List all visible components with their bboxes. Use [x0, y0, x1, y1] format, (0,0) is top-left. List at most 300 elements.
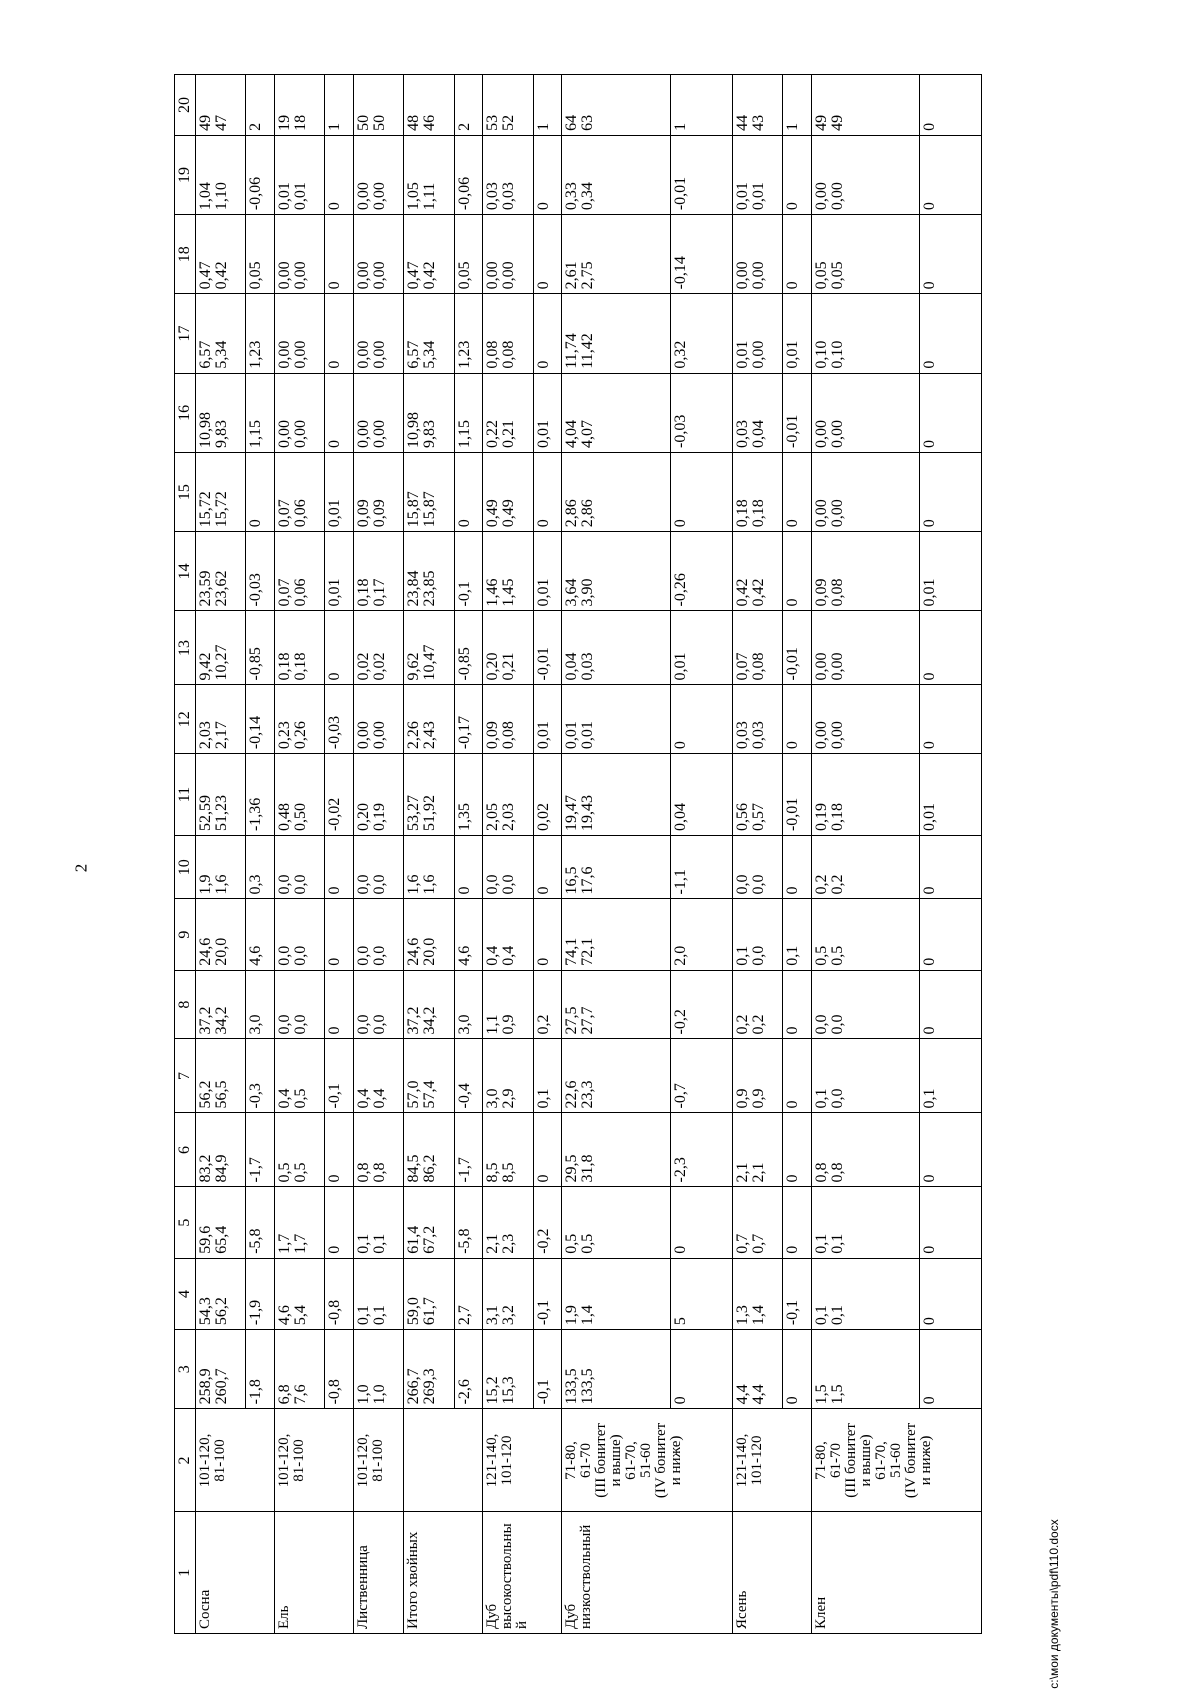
column-header: 15: [175, 452, 196, 531]
difference-cell: 3,0: [246, 970, 275, 1039]
value-cell: 0,07 0,08: [732, 611, 782, 685]
value-cell: 0,20 0,19: [353, 754, 403, 836]
difference-cell: 0,01: [920, 754, 982, 836]
value-cell: 0,8 0,8: [811, 1113, 920, 1187]
value-cell: 0,48 0,50: [274, 754, 324, 836]
age-range: 101-120, 81-100: [353, 1409, 403, 1512]
difference-cell: 1,23: [454, 294, 483, 373]
difference-cell: -2,6: [454, 1330, 483, 1409]
column-header: 7: [175, 1039, 196, 1113]
difference-cell: 0,01: [670, 611, 732, 685]
difference-cell: -0,14: [246, 685, 275, 754]
difference-cell: 0: [920, 294, 982, 373]
value-cell: 29,5 31,8: [562, 1113, 671, 1187]
value-cell: 0,05 0,05: [811, 215, 920, 294]
difference-cell: 4,6: [454, 899, 483, 970]
value-cell: 0,23 0,26: [274, 685, 324, 754]
difference-cell: 0: [325, 836, 354, 899]
value-cell: 54,3 56,2: [196, 1258, 246, 1329]
difference-cell: -0,03: [670, 373, 732, 452]
difference-cell: -0,8: [325, 1258, 354, 1329]
difference-cell: 0: [920, 899, 982, 970]
value-cell: 0,9 0,9: [732, 1039, 782, 1113]
difference-cell: 0,01: [533, 373, 562, 452]
difference-cell: 0: [533, 135, 562, 214]
value-cell: 2,26 2,43: [404, 685, 454, 754]
value-cell: 49 49: [811, 75, 920, 136]
age-range: 71-80, 61-70 (III бонитет и выше) 61-70, 51-60 (IV бонитет и ниже): [562, 1409, 732, 1512]
difference-cell: 0,1: [782, 899, 811, 970]
species-name: Клен: [811, 1512, 981, 1634]
table-row: [353, 75, 403, 1634]
value-cell: 2,1 2,3: [483, 1187, 533, 1258]
value-cell: 0,03 0,03: [483, 135, 533, 214]
difference-cell: 0: [920, 611, 982, 685]
value-cell: 0,20 0,21: [483, 611, 533, 685]
difference-cell: -1,9: [246, 1258, 275, 1329]
column-header: 4: [175, 1258, 196, 1329]
difference-cell: 2,7: [454, 1258, 483, 1329]
value-cell: 0,18 0,17: [353, 532, 403, 611]
value-cell: 0,00 0,00: [483, 215, 533, 294]
value-cell: 1,9 1,6: [196, 836, 246, 899]
difference-cell: 0: [782, 1113, 811, 1187]
species-name: Ель: [274, 1512, 353, 1634]
difference-cell: 1,15: [454, 373, 483, 452]
value-cell: 0,4 0,4: [353, 1039, 403, 1113]
difference-cell: 0: [670, 452, 732, 531]
value-cell: 0,1 0,1: [811, 1187, 920, 1258]
difference-cell: 5: [670, 1258, 732, 1329]
value-cell: 0,0 0,0: [732, 836, 782, 899]
value-cell: 0,4 0,4: [483, 899, 533, 970]
species-name: Дуб высокоствольны й: [483, 1512, 562, 1634]
difference-cell: 0: [670, 685, 732, 754]
value-cell: 0,1 0,1: [353, 1258, 403, 1329]
difference-row: [533, 75, 562, 1634]
difference-cell: 0,1: [533, 1039, 562, 1113]
difference-cell: -0,03: [325, 685, 354, 754]
species-name: Лиственница: [353, 1512, 403, 1634]
difference-cell: 0: [325, 1187, 354, 1258]
value-cell: 0,2 0,2: [732, 970, 782, 1039]
table-container: [174, 74, 982, 1634]
difference-cell: 0: [782, 532, 811, 611]
value-cell: 4,4 4,4: [732, 1330, 782, 1409]
value-cell: 59,6 65,4: [196, 1187, 246, 1258]
difference-cell: -0,01: [782, 754, 811, 836]
value-cell: 2,03 2,17: [196, 685, 246, 754]
column-header: 18: [175, 215, 196, 294]
difference-cell: 0,01: [325, 452, 354, 531]
value-cell: 0,33 0,34: [562, 135, 671, 214]
value-cell: 61,4 67,2: [404, 1187, 454, 1258]
value-cell: 0,00 0,00: [353, 294, 403, 373]
value-cell: 0,07 0,06: [274, 452, 324, 531]
difference-cell: -1,7: [246, 1113, 275, 1187]
difference-row: [670, 75, 732, 1634]
difference-cell: 0: [325, 373, 354, 452]
difference-cell: -0,1: [325, 1039, 354, 1113]
difference-cell: 0: [325, 899, 354, 970]
difference-cell: 1: [782, 75, 811, 136]
value-cell: 49 47: [196, 75, 246, 136]
value-cell: 0,0 0,0: [274, 899, 324, 970]
value-cell: 0,00 0,00: [353, 215, 403, 294]
difference-cell: 0: [782, 1187, 811, 1258]
difference-cell: -0,4: [454, 1039, 483, 1113]
value-cell: 84,5 86,2: [404, 1113, 454, 1187]
value-cell: 1,3 1,4: [732, 1258, 782, 1329]
value-cell: 0,10 0,10: [811, 294, 920, 373]
value-cell: 22,6 23,3: [562, 1039, 671, 1113]
value-cell: 0,00 0,00: [811, 135, 920, 214]
value-cell: 3,64 3,90: [562, 532, 671, 611]
difference-cell: -2,3: [670, 1113, 732, 1187]
table-row: [811, 75, 920, 1634]
value-cell: 0,00 0,00: [274, 373, 324, 452]
value-cell: 0,09 0,08: [811, 532, 920, 611]
value-cell: 1,1 0,9: [483, 970, 533, 1039]
difference-cell: -0,85: [246, 611, 275, 685]
difference-cell: 0: [782, 970, 811, 1039]
difference-cell: 0: [920, 1330, 982, 1409]
value-cell: 53 52: [483, 75, 533, 136]
age-range: [404, 1409, 483, 1512]
value-cell: 0,5 0,5: [811, 899, 920, 970]
value-cell: 0,09 0,08: [483, 685, 533, 754]
difference-cell: 2,0: [670, 899, 732, 970]
difference-cell: -0,14: [670, 215, 732, 294]
difference-cell: 0,01: [533, 685, 562, 754]
difference-cell: 0,32: [670, 294, 732, 373]
value-cell: 6,57 5,34: [196, 294, 246, 373]
table-row: [404, 75, 454, 1634]
value-cell: 0,02 0,02: [353, 611, 403, 685]
value-cell: 0,00 0,00: [811, 611, 920, 685]
value-cell: 0,04 0,03: [562, 611, 671, 685]
value-cell: 1,5 1,5: [811, 1330, 920, 1409]
table-row: [562, 75, 671, 1634]
difference-cell: -0,01: [782, 611, 811, 685]
column-header: 10: [175, 836, 196, 899]
difference-row: [325, 75, 354, 1634]
difference-cell: 0: [533, 899, 562, 970]
footer-file-path: c:\мои документы\pdf\110.docx: [1047, 1519, 1061, 1689]
value-cell: 0,5 0,5: [274, 1113, 324, 1187]
value-cell: 0,18 0,18: [732, 452, 782, 531]
difference-cell: -0,02: [325, 754, 354, 836]
difference-cell: -0,26: [670, 532, 732, 611]
column-header: 12: [175, 685, 196, 754]
difference-cell: 1,35: [454, 754, 483, 836]
column-header: 8: [175, 970, 196, 1039]
difference-cell: -0,01: [670, 135, 732, 214]
difference-cell: 0,04: [670, 754, 732, 836]
difference-cell: 0: [325, 215, 354, 294]
value-cell: 133,5 133,5: [562, 1330, 671, 1409]
difference-cell: 0: [454, 452, 483, 531]
value-cell: 37,2 34,2: [196, 970, 246, 1039]
value-cell: 0,00 0,00: [353, 685, 403, 754]
value-cell: 0,00 0,00: [811, 452, 920, 531]
value-cell: 0,0 0,0: [353, 836, 403, 899]
value-cell: 0,47 0,42: [404, 215, 454, 294]
difference-cell: 0: [670, 1330, 732, 1409]
column-header: 20: [175, 75, 196, 136]
column-header: 1: [175, 1512, 196, 1634]
value-cell: 1,46 1,45: [483, 532, 533, 611]
value-cell: 15,87 15,87: [404, 452, 454, 531]
difference-cell: -1,36: [246, 754, 275, 836]
column-header: 11: [175, 754, 196, 836]
species-name: Дуб низкоствольный: [562, 1512, 732, 1634]
difference-cell: -0,2: [670, 970, 732, 1039]
value-cell: 24,6 20,0: [196, 899, 246, 970]
difference-cell: -0,2: [533, 1187, 562, 1258]
value-cell: 56,2 56,5: [196, 1039, 246, 1113]
difference-cell: 0: [325, 611, 354, 685]
difference-cell: 0: [920, 215, 982, 294]
value-cell: 4,04 4,07: [562, 373, 671, 452]
value-cell: 1,0 1,0: [353, 1330, 403, 1409]
difference-cell: 2: [454, 75, 483, 136]
difference-cell: 0: [782, 836, 811, 899]
difference-cell: 0: [920, 970, 982, 1039]
column-header: 19: [175, 135, 196, 214]
difference-row: [246, 75, 275, 1634]
value-cell: 0,0 0,0: [811, 970, 920, 1039]
difference-cell: 0: [246, 452, 275, 531]
value-cell: 64 63: [562, 75, 671, 136]
difference-cell: 0: [533, 452, 562, 531]
value-cell: 1,05 1,11: [404, 135, 454, 214]
difference-cell: 0: [920, 685, 982, 754]
difference-cell: 4,6: [246, 899, 275, 970]
difference-row: [454, 75, 483, 1634]
difference-cell: 0: [920, 135, 982, 214]
value-cell: 23,84 23,85: [404, 532, 454, 611]
value-cell: 19 18: [274, 75, 324, 136]
age-range: 121-140, 101-120: [732, 1409, 811, 1512]
difference-cell: 1: [670, 75, 732, 136]
value-cell: 10,98 9,83: [196, 373, 246, 452]
difference-cell: 0: [920, 373, 982, 452]
table-row: [274, 75, 324, 1634]
page-number: 2: [71, 863, 91, 873]
value-cell: 1,04 1,10: [196, 135, 246, 214]
difference-cell: 0: [533, 836, 562, 899]
difference-cell: -0,3: [246, 1039, 275, 1113]
value-cell: 0,01 0,01: [562, 685, 671, 754]
difference-cell: -1,7: [454, 1113, 483, 1187]
age-range: 121-140, 101-120: [483, 1409, 562, 1512]
value-cell: 2,1 2,1: [732, 1113, 782, 1187]
difference-cell: 2: [246, 75, 275, 136]
age-range: 101-120, 81-100: [196, 1409, 275, 1512]
difference-cell: 0: [782, 685, 811, 754]
column-header: 16: [175, 373, 196, 452]
difference-cell: 1,23: [246, 294, 275, 373]
value-cell: 10,98 9,83: [404, 373, 454, 452]
value-cell: 27,5 27,7: [562, 970, 671, 1039]
difference-cell: 0,01: [782, 294, 811, 373]
species-name: Сосна: [196, 1512, 275, 1634]
value-cell: 0,22 0,21: [483, 373, 533, 452]
value-cell: 0,2 0,2: [811, 836, 920, 899]
value-cell: 0,0 0,0: [274, 970, 324, 1039]
value-cell: 0,01 0,00: [732, 294, 782, 373]
difference-cell: 0: [454, 836, 483, 899]
difference-cell: 0: [670, 1187, 732, 1258]
difference-cell: 0: [920, 836, 982, 899]
value-cell: 9,62 10,47: [404, 611, 454, 685]
difference-cell: 0: [920, 1258, 982, 1329]
value-cell: 48 46: [404, 75, 454, 136]
value-cell: 1,6 1,6: [404, 836, 454, 899]
value-cell: 0,8 0,8: [353, 1113, 403, 1187]
difference-row: [782, 75, 811, 1634]
value-cell: 0,18 0,18: [274, 611, 324, 685]
value-cell: 2,86 2,86: [562, 452, 671, 531]
difference-cell: 0: [325, 135, 354, 214]
difference-row: [920, 75, 982, 1634]
value-cell: 74,1 72,1: [562, 899, 671, 970]
difference-cell: 0: [920, 1113, 982, 1187]
value-cell: 0,42 0,42: [732, 532, 782, 611]
value-cell: 24,6 20,0: [404, 899, 454, 970]
difference-cell: 0: [533, 1113, 562, 1187]
value-cell: 0,00 0,00: [353, 135, 403, 214]
value-cell: 59,0 61,7: [404, 1258, 454, 1329]
difference-cell: 0: [782, 215, 811, 294]
value-cell: 0,07 0,06: [274, 532, 324, 611]
value-cell: 266,7 269,3: [404, 1330, 454, 1409]
column-header: 3: [175, 1330, 196, 1409]
column-header: 6: [175, 1113, 196, 1187]
value-cell: 0,00 0,00: [274, 294, 324, 373]
value-cell: 0,00 0,00: [732, 215, 782, 294]
column-header: 9: [175, 899, 196, 970]
value-cell: 0,19 0,18: [811, 754, 920, 836]
value-cell: 0,01 0,01: [274, 135, 324, 214]
difference-cell: -0,8: [325, 1330, 354, 1409]
value-cell: 57,0 57,4: [404, 1039, 454, 1113]
difference-cell: 0: [533, 215, 562, 294]
value-cell: 15,2 15,3: [483, 1330, 533, 1409]
value-cell: 0,03 0,04: [732, 373, 782, 452]
value-cell: 0,01 0,01: [732, 135, 782, 214]
value-cell: 0,0 0,0: [353, 970, 403, 1039]
difference-cell: 0: [325, 1113, 354, 1187]
value-cell: 53,27 51,92: [404, 754, 454, 836]
difference-cell: -0,7: [670, 1039, 732, 1113]
column-header: 5: [175, 1187, 196, 1258]
difference-cell: 0,01: [920, 532, 982, 611]
difference-cell: 0: [782, 135, 811, 214]
value-cell: 0,56 0,57: [732, 754, 782, 836]
difference-cell: 0,01: [325, 532, 354, 611]
value-cell: 4,6 5,4: [274, 1258, 324, 1329]
difference-cell: 0: [782, 1039, 811, 1113]
difference-cell: 0,05: [246, 215, 275, 294]
value-cell: 0,0 0,0: [483, 836, 533, 899]
value-cell: 83,2 84,9: [196, 1113, 246, 1187]
value-cell: 258,9 260,7: [196, 1330, 246, 1409]
forest-data-table: [174, 74, 982, 1634]
column-header: 14: [175, 532, 196, 611]
difference-cell: -1,8: [246, 1330, 275, 1409]
value-cell: 0,00 0,00: [811, 373, 920, 452]
value-cell: 0,4 0,5: [274, 1039, 324, 1113]
difference-cell: -0,01: [782, 373, 811, 452]
difference-cell: -0,1: [533, 1258, 562, 1329]
value-cell: 3,1 3,2: [483, 1258, 533, 1329]
difference-cell: -0,1: [782, 1258, 811, 1329]
value-cell: 2,61 2,75: [562, 215, 671, 294]
value-cell: 1,7 1,7: [274, 1187, 324, 1258]
value-cell: 6,8 7,6: [274, 1330, 324, 1409]
value-cell: 0,00 0,00: [274, 215, 324, 294]
column-header: 2: [175, 1409, 196, 1512]
value-cell: 15,72 15,72: [196, 452, 246, 531]
value-cell: 11,74 11,42: [562, 294, 671, 373]
difference-cell: 1,15: [246, 373, 275, 452]
difference-cell: -0,1: [454, 532, 483, 611]
difference-cell: 0,02: [533, 754, 562, 836]
value-cell: 0,7 0,7: [732, 1187, 782, 1258]
species-name: Ясень: [732, 1512, 811, 1634]
value-cell: 0,1 0,0: [732, 899, 782, 970]
value-cell: 0,47 0,42: [196, 215, 246, 294]
value-cell: 0,00 0,00: [811, 685, 920, 754]
difference-cell: -0,17: [454, 685, 483, 754]
value-cell: 1,9 1,4: [562, 1258, 671, 1329]
value-cell: 19,47 19,43: [562, 754, 671, 836]
difference-cell: 0: [920, 75, 982, 136]
value-cell: 0,09 0,09: [353, 452, 403, 531]
column-header: 13: [175, 611, 196, 685]
difference-cell: 0: [920, 452, 982, 531]
age-range: 101-120, 81-100: [274, 1409, 353, 1512]
difference-cell: -5,8: [454, 1187, 483, 1258]
difference-cell: -0,06: [454, 135, 483, 214]
age-range: 71-80, 61-70 (III бонитет и выше) 61-70, 51-60 (IV бонитет и ниже): [811, 1409, 981, 1512]
value-cell: 0,49 0,49: [483, 452, 533, 531]
difference-cell: -0,03: [246, 532, 275, 611]
difference-cell: -1,1: [670, 836, 732, 899]
difference-cell: 3,0: [454, 970, 483, 1039]
value-cell: 0,0 0,0: [274, 836, 324, 899]
value-cell: 52,59 51,23: [196, 754, 246, 836]
species-name: Итого хвойных: [404, 1512, 483, 1634]
value-cell: 44 43: [732, 75, 782, 136]
difference-cell: 1: [325, 75, 354, 136]
difference-cell: 1: [533, 75, 562, 136]
difference-cell: -0,06: [246, 135, 275, 214]
value-cell: 0,1 0,1: [353, 1187, 403, 1258]
table-row: [483, 75, 533, 1634]
difference-cell: -0,85: [454, 611, 483, 685]
header-row: [175, 75, 196, 1634]
value-cell: 37,2 34,2: [404, 970, 454, 1039]
difference-cell: 0: [533, 294, 562, 373]
value-cell: 6,57 5,34: [404, 294, 454, 373]
value-cell: 0,1 0,1: [811, 1258, 920, 1329]
difference-cell: 0: [325, 294, 354, 373]
table-row: [196, 75, 246, 1634]
difference-cell: -0,01: [533, 611, 562, 685]
